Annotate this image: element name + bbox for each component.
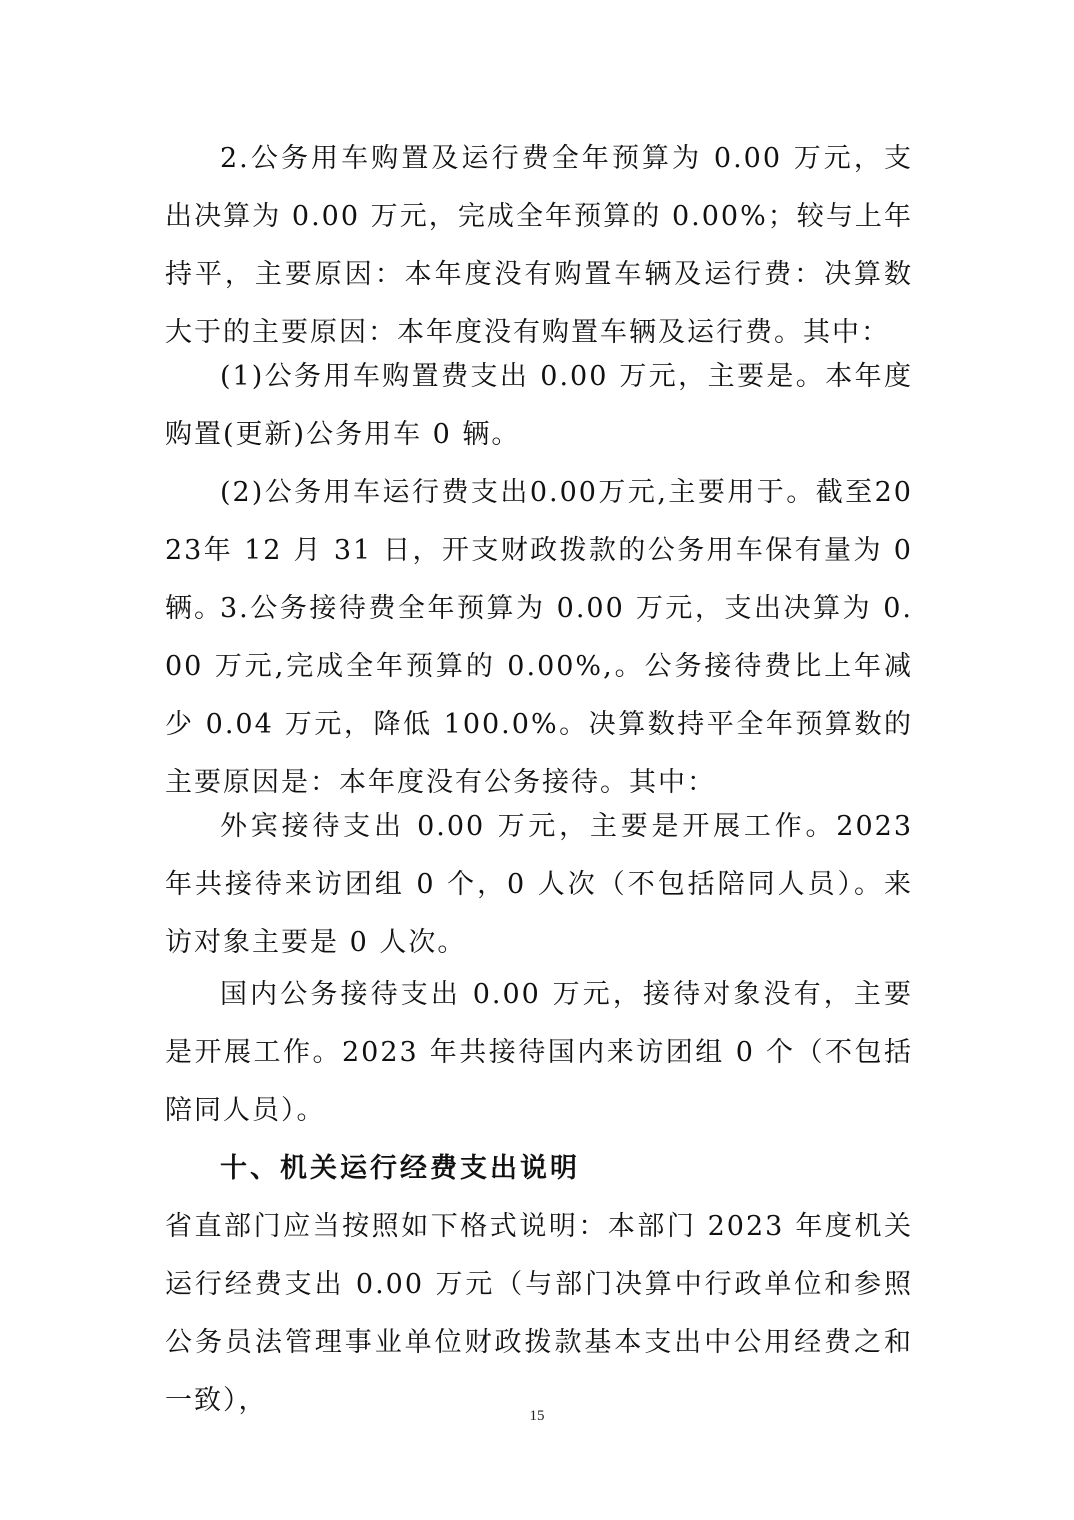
page-number: 15 xyxy=(529,1408,545,1424)
paragraph-vehicle-operation: (2)公务用车运行费支出0.00万元,主要用于。截至2023年 12 月 31 日，开支财政拨款的公务用车保有量为 0 辆。 xyxy=(165,477,913,624)
paragraph-domestic-reception: 国内公务接待支出 0.00 万元，接待对象没有，主要是开展工作。2023 年共接待国内来访团组 0 个（不包括陪同人员）。 xyxy=(165,979,913,1126)
paragraph-vehicle-purchase: (1)公务用车购置费支出 0.00 万元，主要是。本年度购置(更新)公务用车 0 辆。 xyxy=(165,361,913,450)
paragraph-vehicle-expenses: 2.公务用车购置及运行费全年预算为 0.00 万元，支出决算为 0.00 万元，完成全年预算的 0.00%；较与上年持平，主要原因：本年度没有购置车辆及运行费：决算数大于的主要原因：本年度没有购置车辆及运行费。其中： xyxy=(165,143,913,348)
section-body: 省直部门应当按照如下格式说明：本部门 2023 年度机关运行经费支出 0.00 万元（与部门决算中行政单位和参照公务员法管理事业单位财政拨款基本支出中公用经费之和一致）， xyxy=(165,1211,913,1416)
paragraph-foreign-reception: 外宾接待支出 0.00 万元，主要是开展工作。2023 年共接待来访团组 0 个，0 人次（不包括陪同人员）。来访对象主要是 0 人次。 xyxy=(165,811,913,958)
paragraph-reception-expenses: 3.公务接待费全年预算为 0.00 万元，支出决算为 0.00 万元,完成全年预算的 0.00%,。公务接待费比上年减少 0.04 万元，降低 100.0%。决算数持平全年预算数的主要原因是：本年度没有公务接待。其中： xyxy=(165,593,913,798)
section-heading: 十、机关运行经费支出说明 xyxy=(220,1153,580,1184)
